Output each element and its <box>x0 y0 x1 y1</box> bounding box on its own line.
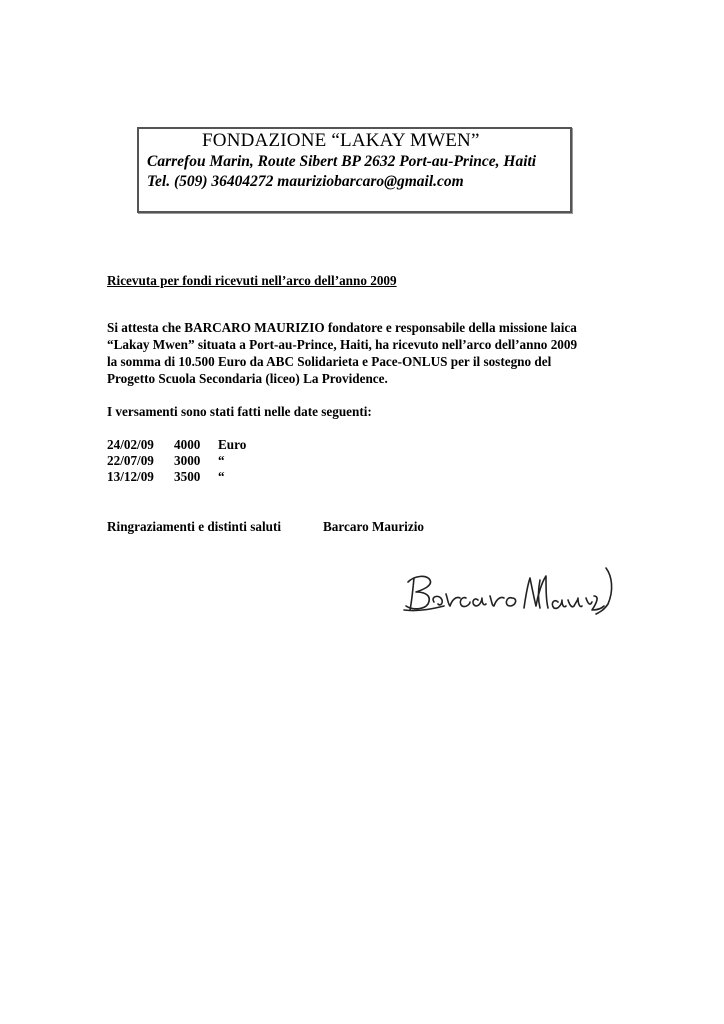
body-line-3: la somma di 10.500 Euro da ABC Solidarieta e Pace-ONLUS per il sostegno del <box>107 354 552 369</box>
body-line-2: “Lakay Mwen” situata a Port-au-Prince, Haiti, ha ricevuto nell’arco dell’anno 2009 <box>107 337 578 352</box>
payment-amount: 3500 <box>174 469 201 484</box>
letterhead-box <box>137 127 572 213</box>
payment-unit: “ <box>218 453 225 468</box>
payment-amount: 4000 <box>174 437 201 452</box>
receipt-title: Ricevuta per fondi ricevuti nell’arco dell’anno 2009 <box>107 273 397 288</box>
foundation-contact: Tel. (509) 36404272 mauriziobarcaro@gmail.com <box>147 173 464 190</box>
payment-unit: Euro <box>218 437 247 452</box>
closing-greeting: Ringraziamenti e distinti saluti <box>107 519 282 534</box>
payment-date: 24/02/09 <box>107 437 154 452</box>
payment-amount: 3000 <box>174 453 201 468</box>
payment-date: 13/12/09 <box>107 469 154 484</box>
body-line-1: Si attesta che BARCARO MAURIZIO fondatore e responsabile della missione laica <box>107 320 577 335</box>
payment-date: 22/07/09 <box>107 453 154 468</box>
handwritten-signature <box>400 548 620 628</box>
payment-unit: “ <box>218 469 225 484</box>
payments-intro: I versamenti sono stati fatti nelle date seguenti: <box>107 404 372 419</box>
foundation-name: FONDAZIONE “LAKAY MWEN” <box>202 130 480 151</box>
foundation-address: Carrefou Marin, Route Sibert BP 2632 Port-au-Prince, Haiti <box>147 153 537 170</box>
signatory-name: Barcaro Maurizio <box>323 519 424 534</box>
body-line-4: Progetto Scuola Secondaria (liceo) La Providence. <box>107 371 388 386</box>
